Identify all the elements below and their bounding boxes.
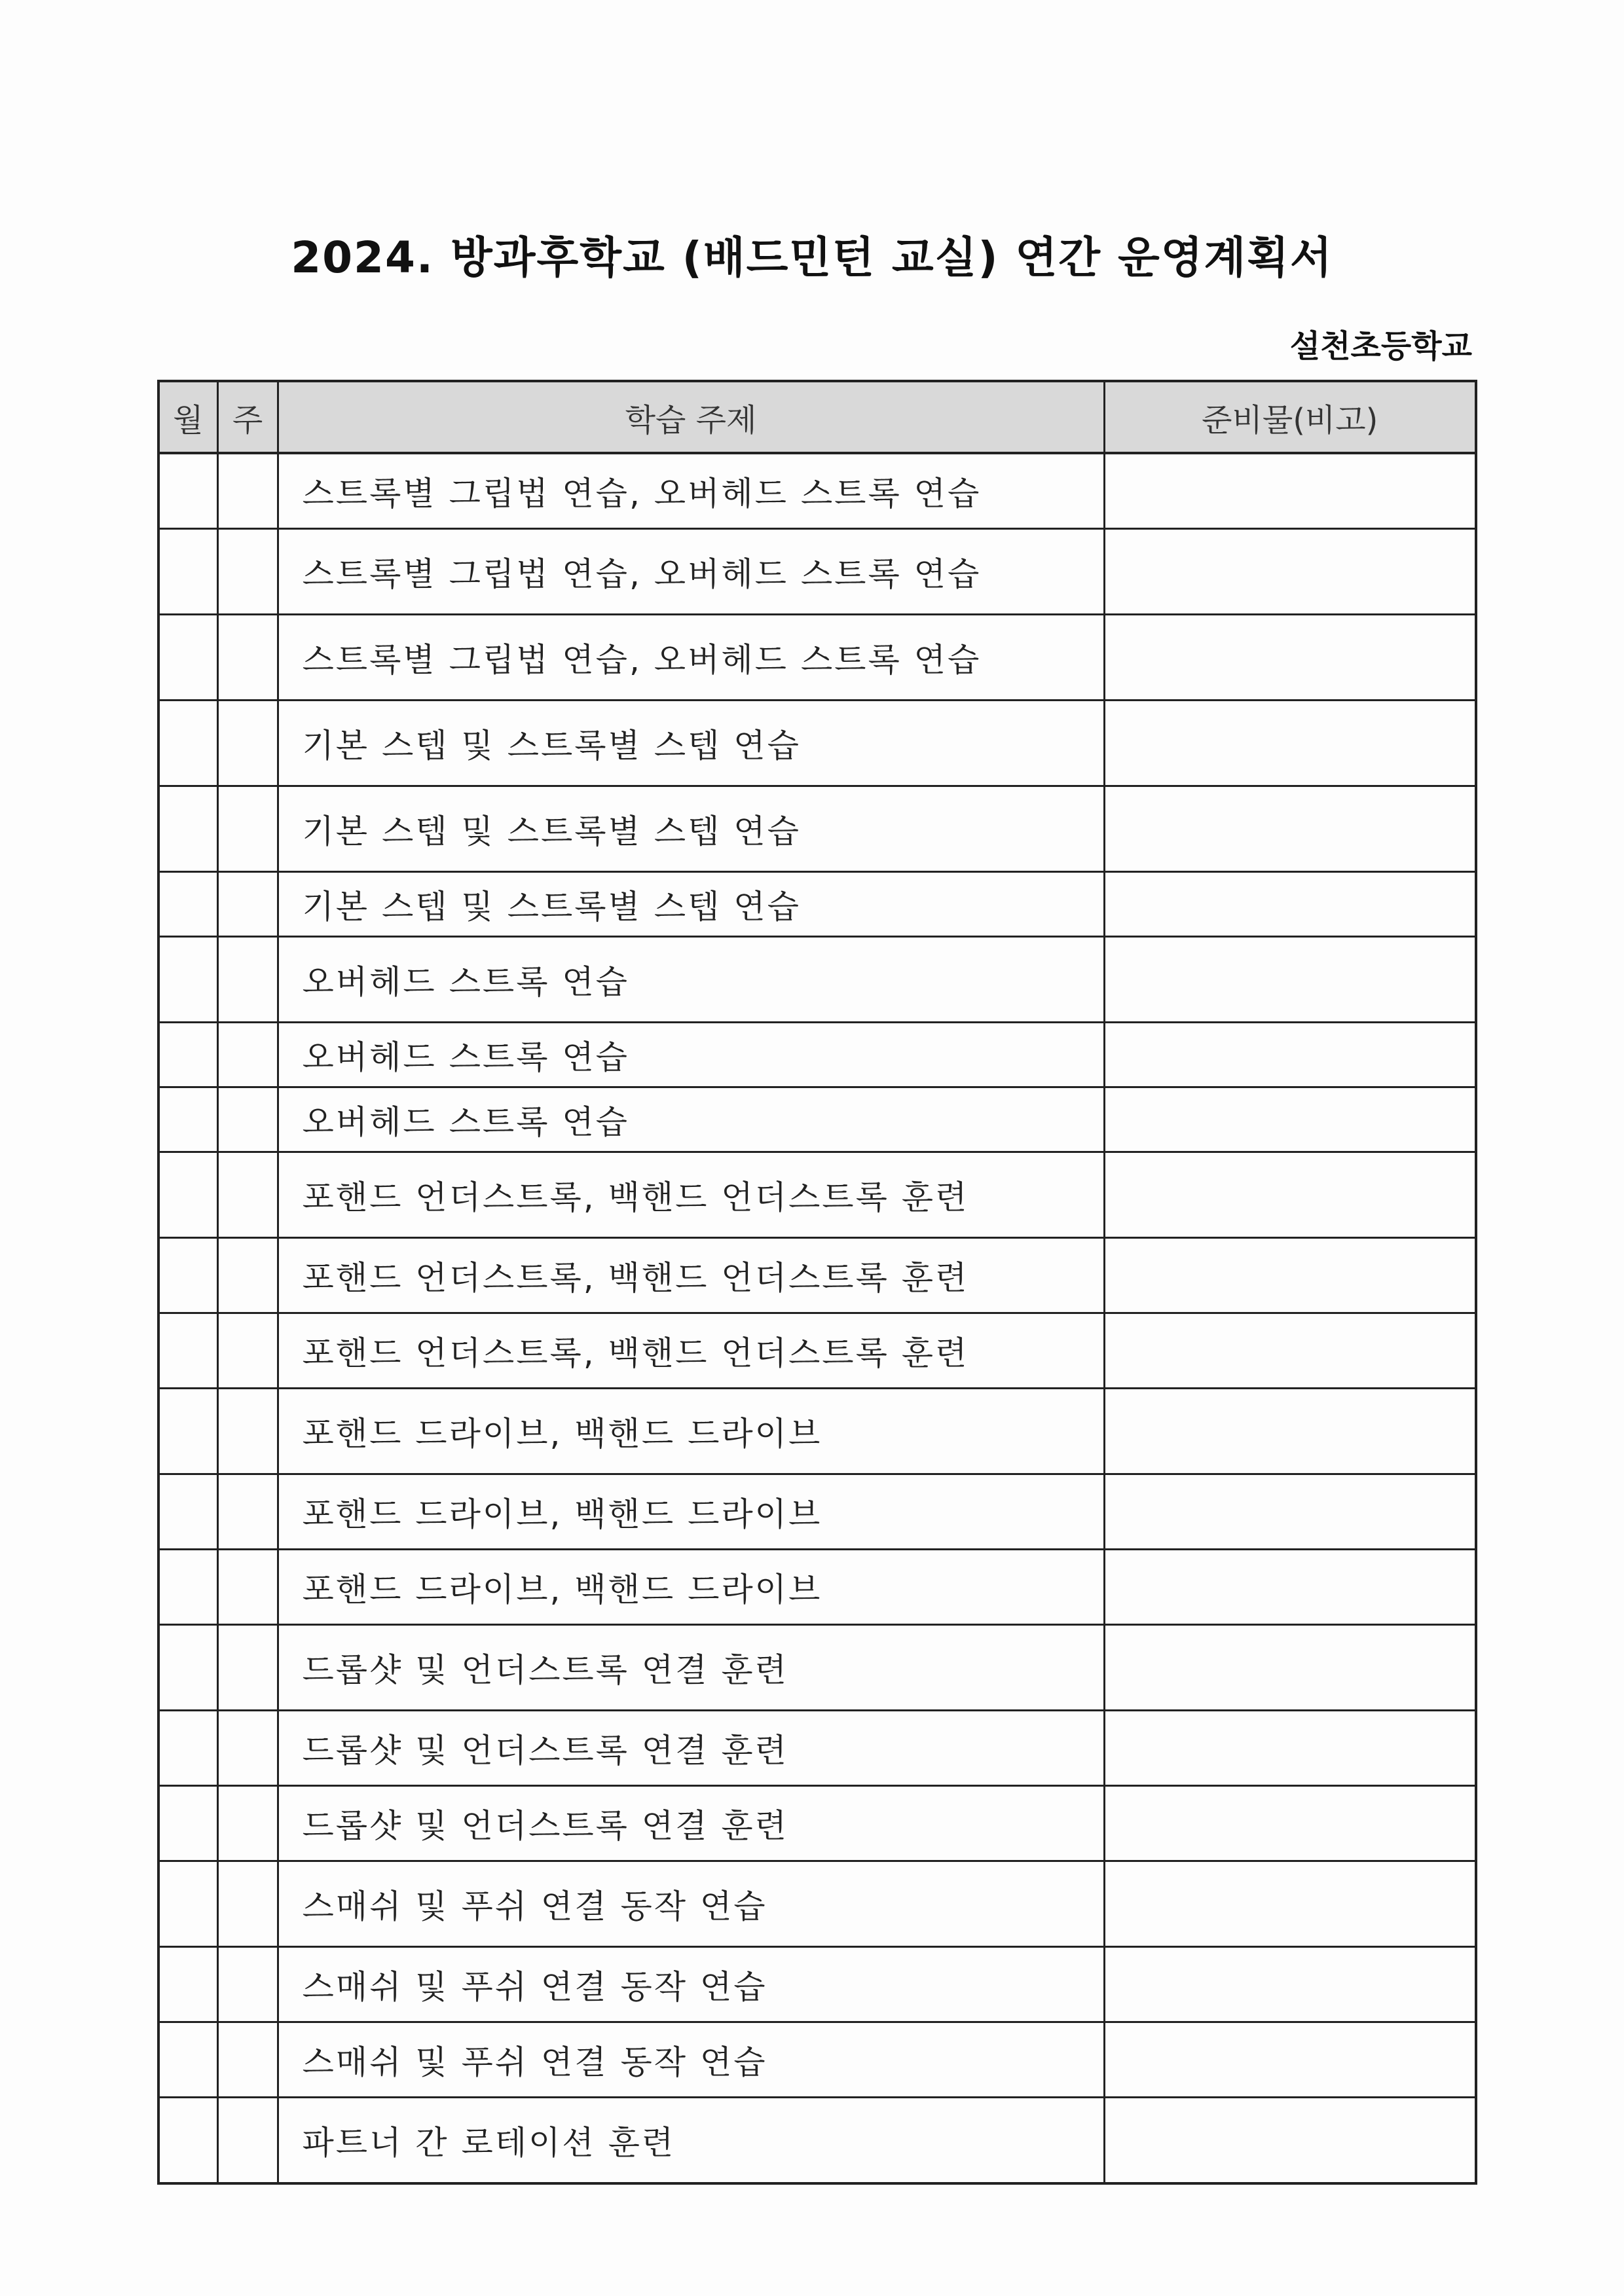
note-cell [1104, 1711, 1476, 1786]
table-header-row [158, 381, 1476, 453]
note-cell [1104, 786, 1476, 872]
week-cell [217, 1625, 278, 1711]
document-title: 2024. 방과후학교 (배드민턴 교실) 연간 운영계획서 [291, 232, 1333, 283]
month-cell [158, 2022, 217, 2098]
week-cell [217, 529, 278, 615]
table-row [158, 1313, 1476, 1389]
table-row [158, 2098, 1476, 2184]
note-cell [1104, 1474, 1476, 1550]
table-row [158, 1389, 1476, 1474]
topic-cell: 포핸드 드라이브, 백핸드 드라이브 [278, 1474, 1104, 1550]
table-row [158, 615, 1476, 701]
topic-cell: 포핸드 언더스트록, 백핸드 언더스트록 훈련 [278, 1313, 1104, 1389]
month-cell [158, 1152, 217, 1238]
week-cell [217, 1389, 278, 1474]
note-cell [1104, 1625, 1476, 1711]
table-row [158, 1625, 1476, 1711]
note-cell [1104, 1238, 1476, 1313]
topic-cell: 오버헤드 스트록 연습 [278, 1023, 1104, 1087]
topic-cell: 스트록별 그립법 연습, 오버헤드 스트록 연습 [278, 453, 1104, 529]
month-cell [158, 1550, 217, 1625]
note-cell [1104, 2098, 1476, 2184]
table-row [158, 1238, 1476, 1313]
note-cell [1104, 453, 1476, 529]
topic-cell: 포핸드 언더스트록, 백핸드 언더스트록 훈련 [278, 1238, 1104, 1313]
month-cell [158, 1474, 217, 1550]
month-cell [158, 1947, 217, 2022]
note-cell [1104, 2022, 1476, 2098]
month-cell [158, 453, 217, 529]
topic-cell: 드롭샷 및 언더스트록 연결 훈련 [278, 1625, 1104, 1711]
note-cell [1104, 1152, 1476, 1238]
week-cell [217, 1861, 278, 1947]
month-cell [158, 1786, 217, 1861]
note-cell [1104, 1313, 1476, 1389]
month-cell [158, 2098, 217, 2184]
table-row [158, 1023, 1476, 1087]
month-cell [158, 701, 217, 786]
topic-cell: 스매쉬 및 푸쉬 연결 동작 연습 [278, 1947, 1104, 2022]
topic-cell: 포핸드 드라이브, 백핸드 드라이브 [278, 1389, 1104, 1474]
table-row [158, 1087, 1476, 1152]
note-cell [1104, 1550, 1476, 1625]
table-row [158, 1711, 1476, 1786]
week-cell [217, 786, 278, 872]
week-cell [217, 1550, 278, 1625]
week-cell [217, 1238, 278, 1313]
month-cell [158, 786, 217, 872]
topic-cell: 드롭샷 및 언더스트록 연결 훈련 [278, 1711, 1104, 1786]
week-cell [217, 2098, 278, 2184]
topic-cell: 기본 스텝 및 스트록별 스텝 연습 [278, 701, 1104, 786]
table-row [158, 1861, 1476, 1947]
month-cell [158, 529, 217, 615]
table-row [158, 2022, 1476, 2098]
week-cell [217, 1152, 278, 1238]
week-cell [217, 1474, 278, 1550]
month-cell [158, 1238, 217, 1313]
topic-cell: 기본 스텝 및 스트록별 스텝 연습 [278, 872, 1104, 937]
note-cell [1104, 1861, 1476, 1947]
table-row [158, 1152, 1476, 1238]
topic-cell: 스매쉬 및 푸쉬 연결 동작 연습 [278, 1861, 1104, 1947]
week-cell [217, 1313, 278, 1389]
topic-cell: 포핸드 언더스트록, 백핸드 언더스트록 훈련 [278, 1152, 1104, 1238]
header-month: 월 [158, 381, 217, 453]
topic-cell: 스매쉬 및 푸쉬 연결 동작 연습 [278, 2022, 1104, 2098]
week-cell [217, 1786, 278, 1861]
month-cell [158, 1625, 217, 1711]
week-cell [217, 937, 278, 1023]
week-cell [217, 2022, 278, 2098]
plan-table [157, 380, 1477, 2185]
note-cell [1104, 1023, 1476, 1087]
month-cell [158, 1087, 217, 1152]
school-name: 설천초등학교 [1289, 328, 1472, 365]
header-topic: 학습 주제 [278, 381, 1104, 453]
week-cell [217, 615, 278, 701]
topic-cell: 기본 스텝 및 스트록별 스텝 연습 [278, 786, 1104, 872]
header-week: 주 [217, 381, 278, 453]
table-row [158, 937, 1476, 1023]
week-cell [217, 1023, 278, 1087]
table-row [158, 1550, 1476, 1625]
note-cell [1104, 872, 1476, 937]
topic-cell: 드롭샷 및 언더스트록 연결 훈련 [278, 1786, 1104, 1861]
month-cell [158, 1711, 217, 1786]
note-cell [1104, 937, 1476, 1023]
week-cell [217, 453, 278, 529]
topic-cell: 스트록별 그립법 연습, 오버헤드 스트록 연습 [278, 615, 1104, 701]
topic-cell: 오버헤드 스트록 연습 [278, 1087, 1104, 1152]
month-cell [158, 1861, 217, 1947]
topic-cell: 오버헤드 스트록 연습 [278, 937, 1104, 1023]
month-cell [158, 937, 217, 1023]
note-cell [1104, 1389, 1476, 1474]
week-cell [217, 872, 278, 937]
table-row [158, 1947, 1476, 2022]
week-cell [217, 1087, 278, 1152]
month-cell [158, 1313, 217, 1389]
table-row [158, 1474, 1476, 1550]
note-cell [1104, 615, 1476, 701]
week-cell [217, 701, 278, 786]
table-row [158, 453, 1476, 529]
month-cell [158, 1389, 217, 1474]
month-cell [158, 615, 217, 701]
header-note: 준비물(비고) [1104, 381, 1476, 453]
month-cell [158, 872, 217, 937]
table-row [158, 786, 1476, 872]
week-cell [217, 1947, 278, 2022]
note-cell [1104, 529, 1476, 615]
topic-cell: 스트록별 그립법 연습, 오버헤드 스트록 연습 [278, 529, 1104, 615]
month-cell [158, 1023, 217, 1087]
table-row [158, 529, 1476, 615]
note-cell [1104, 1947, 1476, 2022]
table-row [158, 1786, 1476, 1861]
table-row [158, 872, 1476, 937]
note-cell [1104, 701, 1476, 786]
note-cell [1104, 1786, 1476, 1861]
table-row [158, 701, 1476, 786]
note-cell [1104, 1087, 1476, 1152]
topic-cell: 파트너 간 로테이션 훈련 [278, 2098, 1104, 2184]
week-cell [217, 1711, 278, 1786]
topic-cell: 포핸드 드라이브, 백핸드 드라이브 [278, 1550, 1104, 1625]
